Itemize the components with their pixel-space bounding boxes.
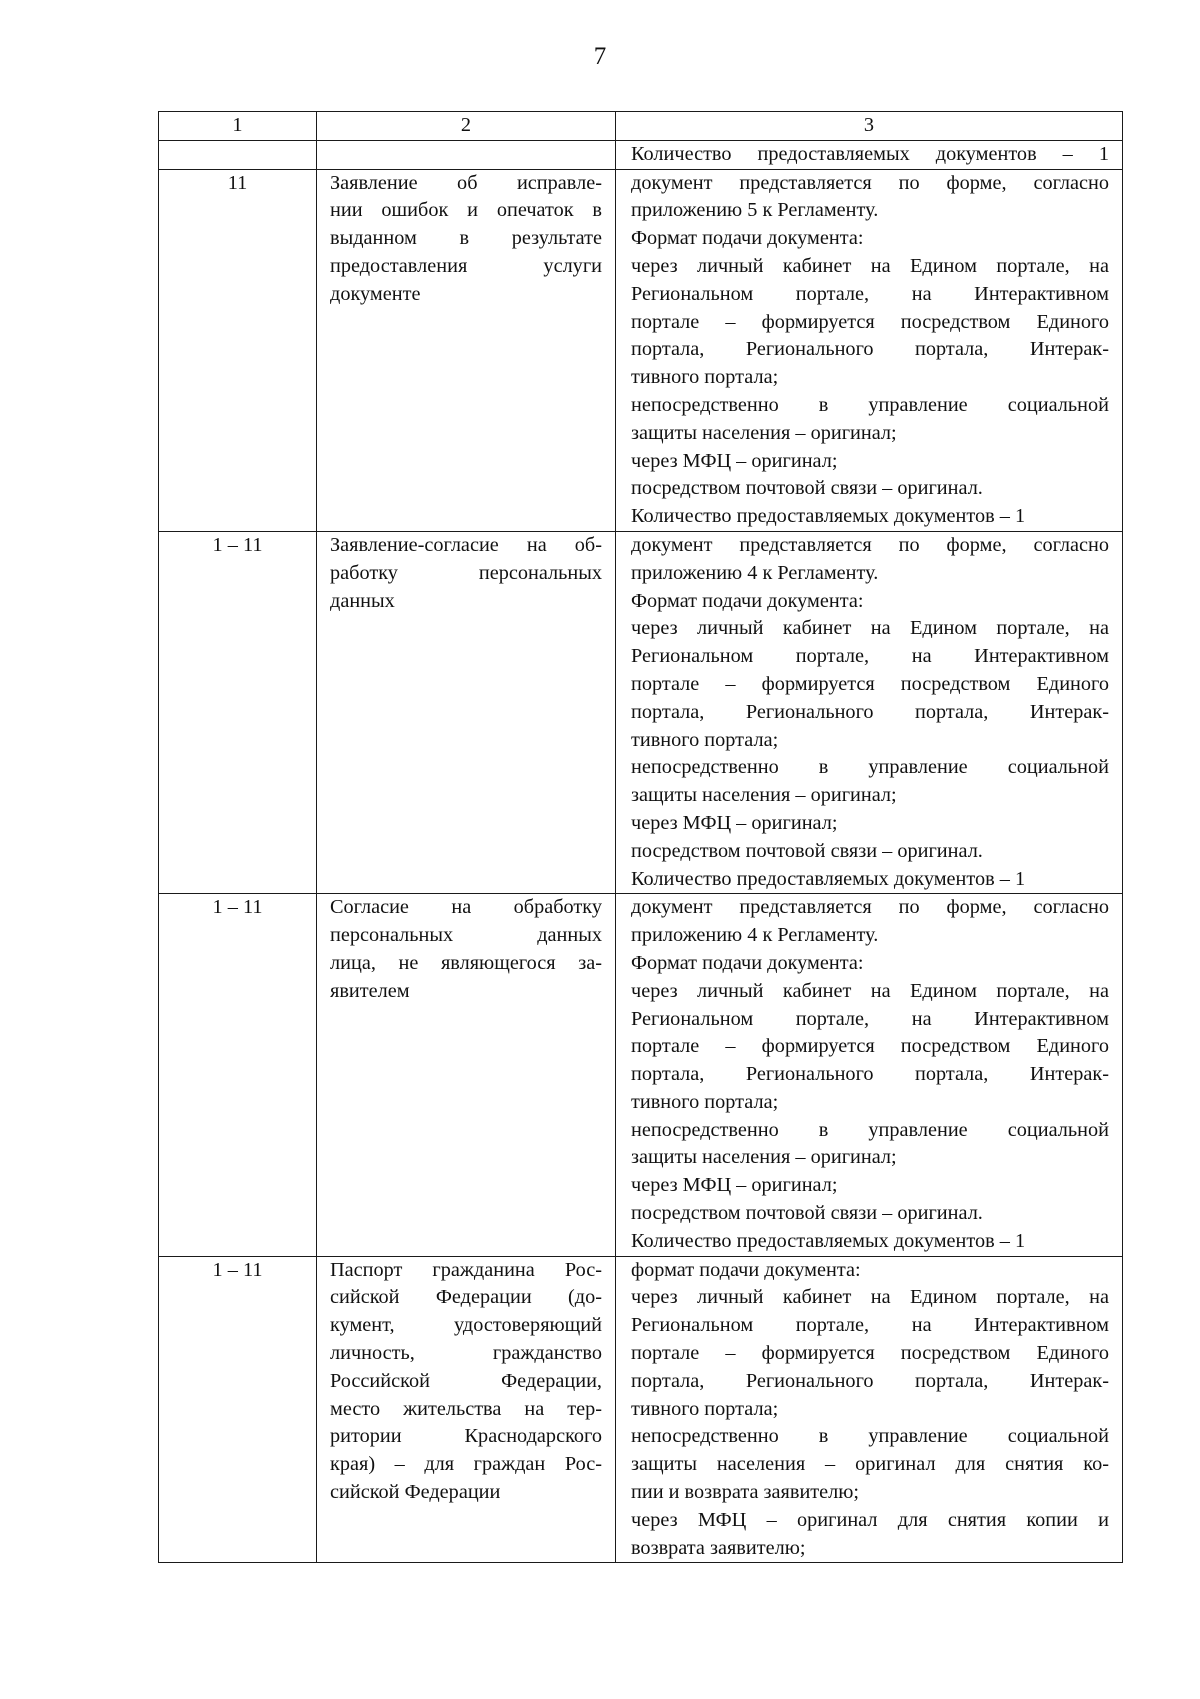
table-row [159, 531, 1123, 893]
document-name-line: предоставления услуги [330, 254, 602, 277]
header-col-2: 2 [317, 112, 616, 141]
requirements-line: Региональном портале, на Интерактивном [631, 1007, 1109, 1030]
requirements-line: через личный кабинет на Едином портале, на [631, 617, 1109, 640]
requirements-line: непосредственно в управление социальной [631, 1118, 1109, 1141]
requirements-line: Количество предоставляемых документов – 1 [631, 1229, 1026, 1252]
requirements-line: приложению 4 к Регламенту. [631, 924, 879, 947]
requirements-line: посредством почтовой связи – оригинал. [631, 477, 983, 500]
requirements-cell [616, 169, 1123, 531]
requirements-line: через личный кабинет на Едином портале, на [631, 1286, 1109, 1309]
table-header-row [159, 112, 1123, 141]
page-number: 7 [593, 43, 607, 70]
row-number-cell: 1 – 11 [159, 894, 317, 1256]
requirements-line: приложению 5 к Регламенту. [631, 199, 879, 222]
document-name-line: сийской Федерации (до- [330, 1286, 602, 1309]
requirements-line: защиты населения – оригинал; [631, 784, 897, 807]
requirements-line: портала, Регионального портала, Интерак- [631, 700, 1109, 723]
requirements-line: непосредственно в управление социальной [631, 756, 1109, 779]
requirements-line: приложению 4 к Регламенту. [631, 561, 879, 584]
requirements-cell [616, 1256, 1123, 1563]
header-col-1: 1 [159, 112, 317, 141]
requirements-line: портале – формируется посредством Единого [631, 672, 1109, 695]
requirements-line: тивного портала; [631, 728, 779, 751]
document-name-line: документе [330, 282, 421, 305]
requirements-line: через МФЦ – оригинал; [631, 449, 838, 472]
requirements-line: портала, Регионального портала, Интерак- [631, 338, 1109, 361]
carry-over-row [159, 140, 1123, 169]
document-name-line: Российской Федерации, [330, 1369, 602, 1392]
document-name-line: ритории Краснодарского [330, 1425, 602, 1448]
document-name-cell [317, 894, 616, 1256]
requirements-cell [616, 894, 1123, 1256]
requirements-line: через личный кабинет на Едином портале, на [631, 979, 1109, 1002]
document-name-cell [317, 169, 616, 531]
requirements-line: Региональном портале, на Интерактивном [631, 645, 1109, 668]
document-name-line: нии ошибок и опечаток в [330, 199, 602, 222]
header-col-3: 3 [616, 112, 1123, 141]
carry-over-col-3 [616, 140, 1123, 169]
document-name-line: края) – для граждан Рос- [330, 1453, 602, 1476]
document-name-line: Заявление об исправле- [330, 171, 602, 194]
document-name-line: работку персональных [330, 561, 602, 584]
table-row [159, 894, 1123, 1256]
requirements-line: посредством почтовой связи – оригинал. [631, 1202, 983, 1225]
document-name-line: явителем [330, 979, 410, 1002]
requirements-line: Количество предоставляемых документов – 1 [631, 505, 1026, 528]
requirements-line: защиты населения – оригинал; [631, 421, 897, 444]
document-name-line: данных [330, 589, 395, 612]
requirements-line: непосредственно в управление социальной [631, 1425, 1109, 1448]
document-name-line: лица, не являющегося за- [330, 951, 602, 974]
requirements-line: портала, Регионального портала, Интерак- [631, 1369, 1109, 1392]
requirements-line: тивного портала; [631, 1397, 779, 1420]
requirements-line: документ представляется по форме, согласно [631, 171, 1109, 194]
requirements-line: возврата заявителю; [631, 1536, 806, 1559]
row-number-cell: 1 – 11 [159, 1256, 317, 1563]
requirements-line: через личный кабинет на Едином портале, на [631, 254, 1109, 277]
carry-over-col-1 [159, 140, 317, 169]
document-name-line: личность, гражданство [330, 1342, 602, 1365]
document-name-cell [317, 1256, 616, 1563]
requirements-line: непосредственно в управление социальной [631, 393, 1109, 416]
document-name-line: выданном в результате [330, 227, 602, 250]
requirements-line: портале – формируется посредством Единого [631, 1342, 1109, 1365]
document-name-cell [317, 531, 616, 893]
row-number-cell: 11 [159, 169, 317, 531]
requirements-line: документ представляется по форме, согласно [631, 533, 1109, 556]
requirements-line: Количество предоставляемых документов – 1 [631, 867, 1026, 890]
table-row [159, 1256, 1123, 1563]
document-name-line: Согласие на обработку [330, 896, 602, 919]
requirements-line: через МФЦ – оригинал для снятия копии и [631, 1508, 1109, 1531]
carry-over-text: Количество предоставляемых документов – 1 [631, 142, 1109, 165]
requirements-line: тивного портала; [631, 366, 779, 389]
requirements-line: защиты населения – оригинал для снятия ко- [631, 1453, 1109, 1476]
requirements-line: через МФЦ – оригинал; [631, 1174, 838, 1197]
requirements-line: Региональном портале, на Интерактивном [631, 1314, 1109, 1337]
requirements-line: тивного портала; [631, 1090, 779, 1113]
requirements-line: портале – формируется посредством Единого [631, 310, 1109, 333]
document-table [158, 111, 1123, 1563]
carry-over-col-2 [317, 140, 616, 169]
requirements-line: Формат подачи документа: [631, 589, 864, 612]
document-name-line: персональных данных [330, 924, 602, 947]
document-name-line: сийской Федерации [330, 1481, 501, 1504]
requirements-line: Формат подачи документа: [631, 227, 864, 250]
requirements-line: пии и возврата заявителю; [631, 1481, 860, 1504]
requirements-line: портала, Регионального портала, Интерак- [631, 1063, 1109, 1086]
requirements-line: посредством почтовой связи – оригинал. [631, 839, 983, 862]
requirements-line: через МФЦ – оригинал; [631, 811, 838, 834]
requirements-line: портале – формируется посредством Единого [631, 1035, 1109, 1058]
requirements-line: формат подачи документа: [631, 1258, 861, 1281]
row-number-cell: 1 – 11 [159, 531, 317, 893]
document-name-line: кумент, удостоверяющий [330, 1314, 602, 1337]
document-name-line: место жительства на тер- [330, 1397, 602, 1420]
document-name-line: Паспорт гражданина Рос- [330, 1258, 602, 1281]
requirements-line: Формат подачи документа: [631, 951, 864, 974]
table-row [159, 169, 1123, 531]
document-name-line: Заявление-согласие на об- [330, 533, 602, 556]
requirements-line: Региональном портале, на Интерактивном [631, 282, 1109, 305]
requirements-line: защиты населения – оригинал; [631, 1146, 897, 1169]
requirements-line: документ представляется по форме, согласно [631, 896, 1109, 919]
requirements-cell [616, 531, 1123, 893]
